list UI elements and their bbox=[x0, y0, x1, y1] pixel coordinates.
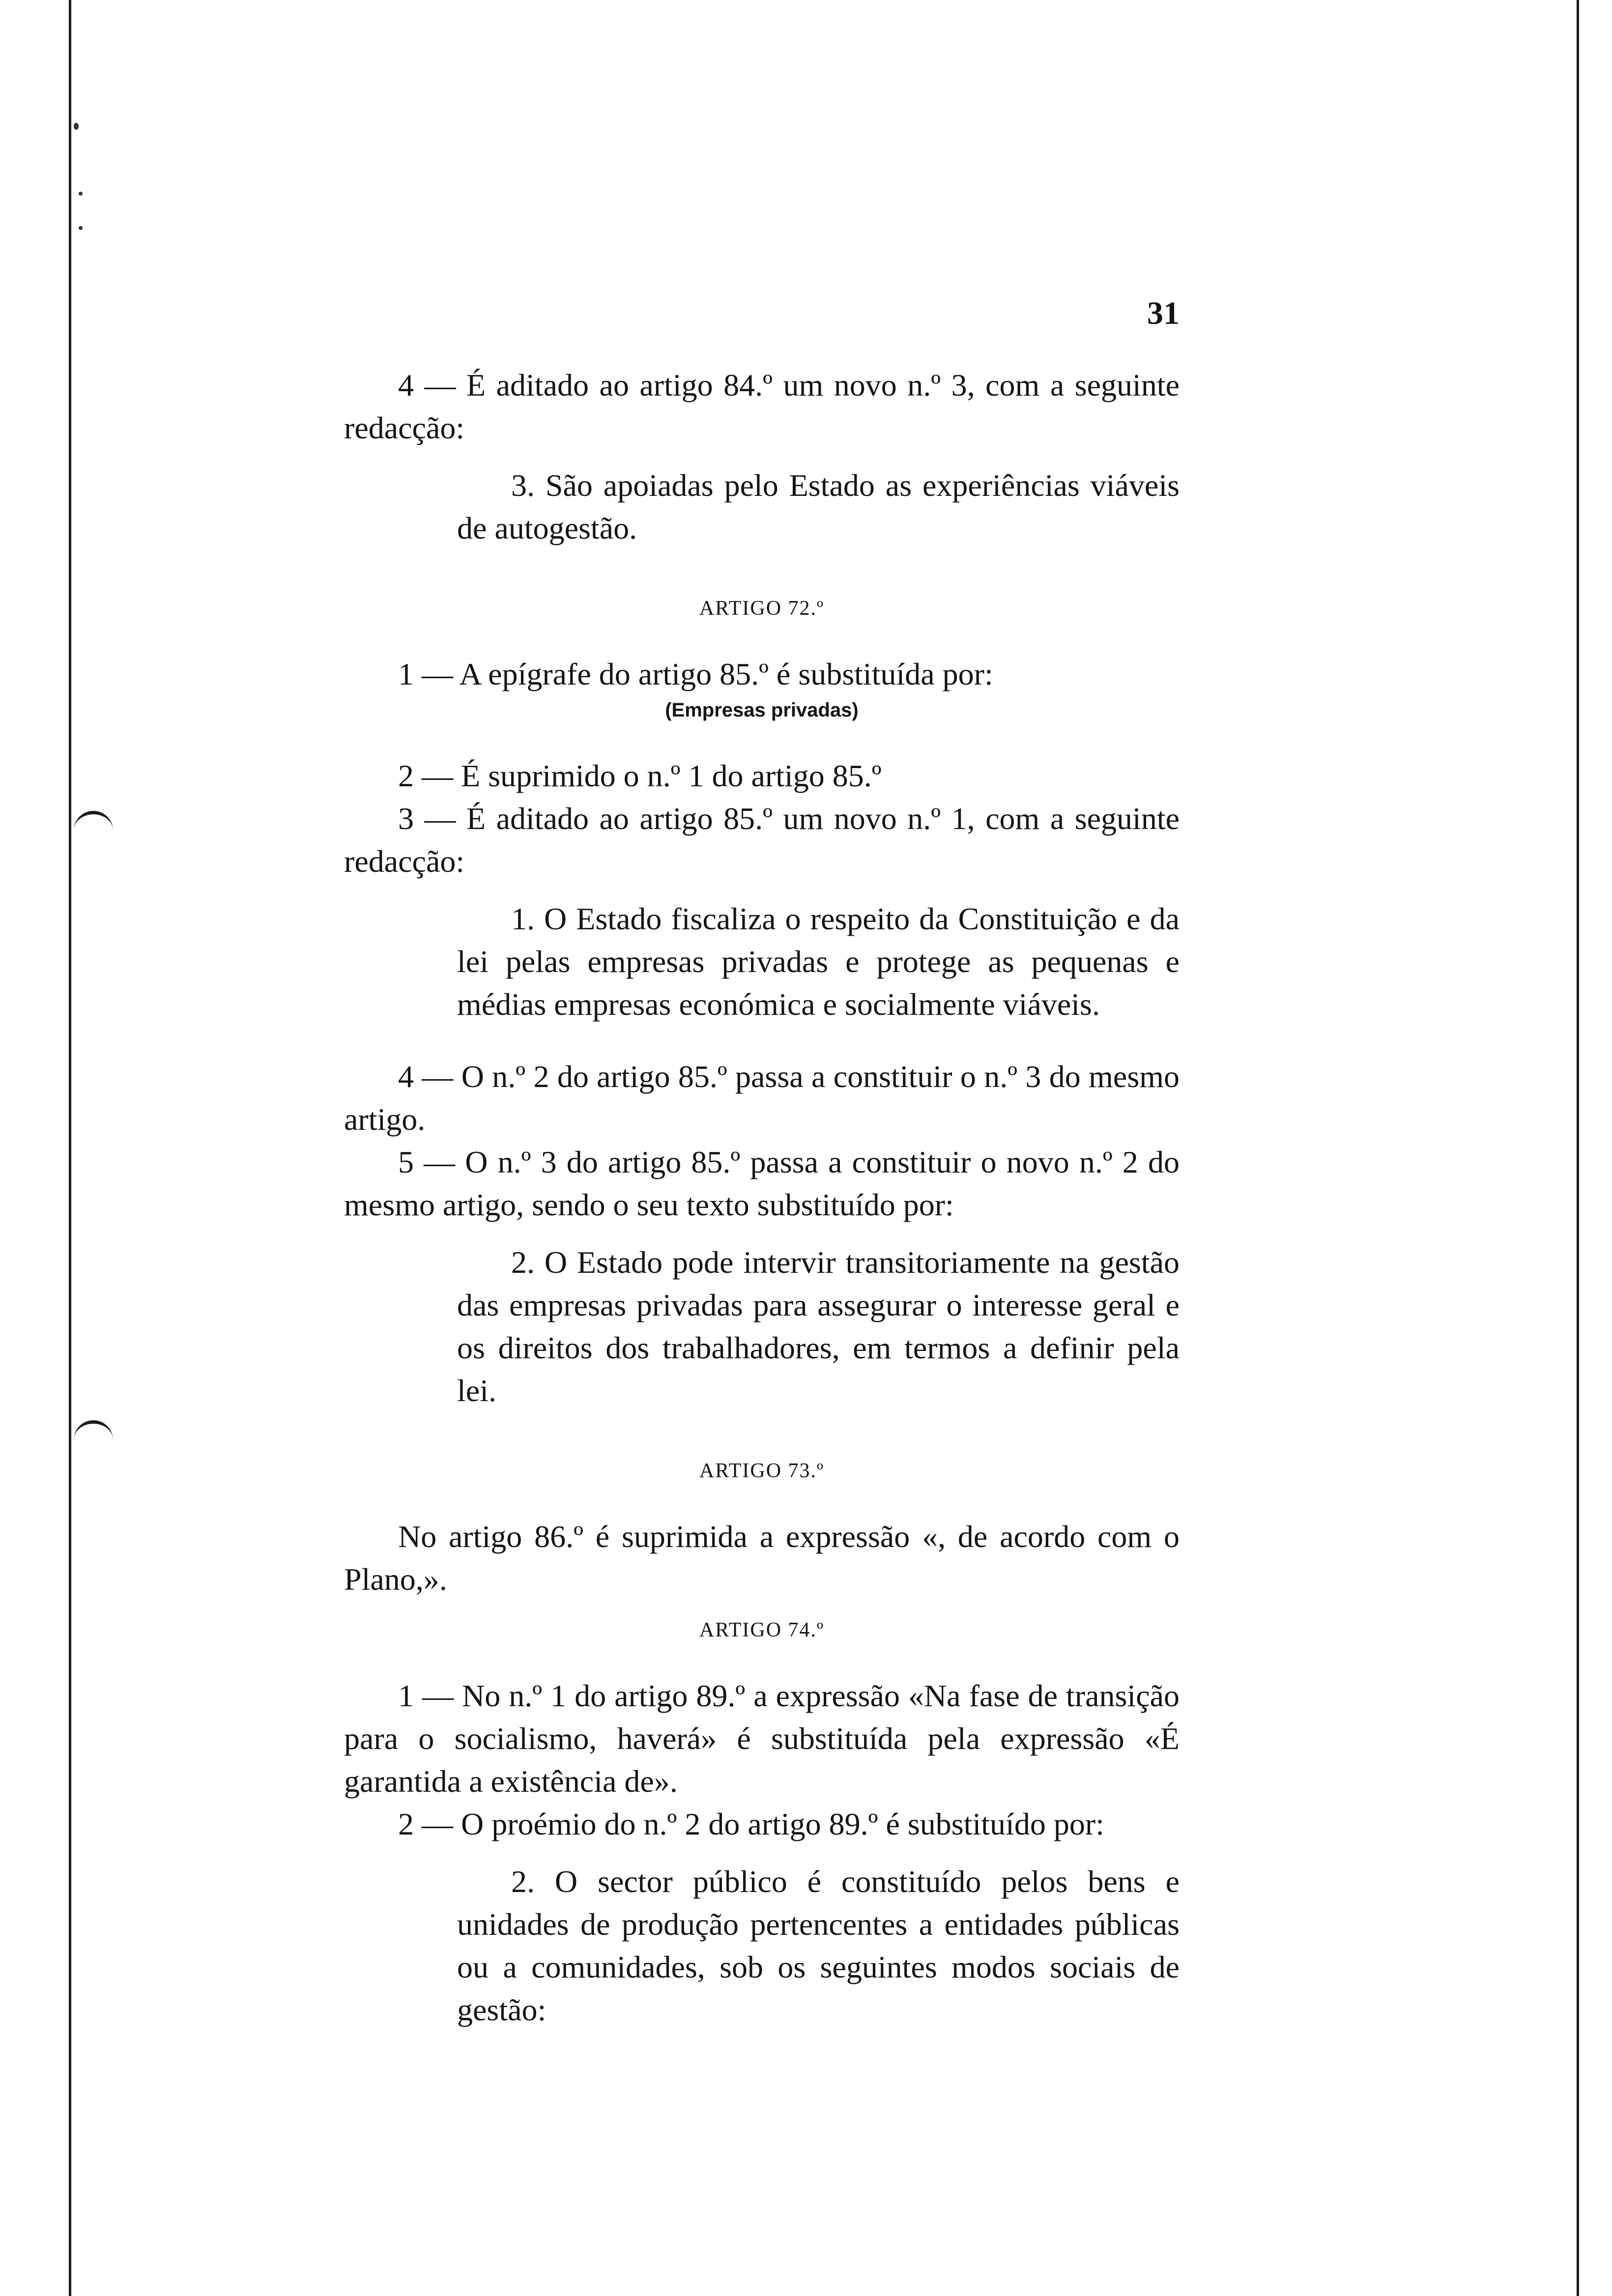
paragraph: 3 — É aditado ao artigo 85.º um novo n.º 1, com a seguinte redacção: bbox=[344, 801, 1180, 879]
page-edge-right bbox=[1577, 0, 1579, 2296]
scan-speck bbox=[79, 226, 83, 230]
paragraph: No artigo 86.º é suprimida a expressão «, de acordo com o Plano,». bbox=[344, 1519, 1180, 1597]
page-edge-left bbox=[69, 0, 71, 2296]
binding-mark bbox=[74, 811, 113, 834]
document-body bbox=[344, 295, 1180, 2031]
article-heading: ARTIGO 72.º bbox=[699, 597, 825, 620]
paragraph: 4 — É aditado ao artigo 84.º um novo n.º 3, com a seguinte redacção: bbox=[344, 368, 1180, 445]
paragraph: 2 — É suprimido o n.º 1 do artigo 85.º bbox=[398, 758, 882, 793]
paragraph: 5 — O n.º 3 do artigo 85.º passa a constituir o novo n.º 2 do mesmo artigo, sendo o seu texto substituído por: bbox=[344, 1145, 1180, 1222]
quoted-provision: 2. O Estado pode intervir transitoriamente na gestão das empresas privadas para assegurar o interesse geral e os direitos dos trabalhadores, em termos a definir pela lei. bbox=[457, 1245, 1180, 1408]
article-heading: ARTIGO 73.º bbox=[699, 1460, 825, 1482]
quoted-provision: 3. São apoiadas pelo Estado as experiências viáveis de autogestão. bbox=[457, 468, 1180, 545]
scan-speck bbox=[74, 123, 79, 130]
quoted-provision: 1. O Estado fiscaliza o respeito da Constituição e da lei pelas empresas privadas e protege as pequenas e médias empresas económica e socialmente viáveis. bbox=[457, 901, 1180, 1022]
paragraph: 2 — O proémio do n.º 2 do artigo 89.º é substituído por: bbox=[398, 1807, 1104, 1841]
binding-mark bbox=[74, 1420, 113, 1443]
paragraph: 4 — O n.º 2 do artigo 85.º passa a constituir o n.º 3 do mesmo artigo. bbox=[344, 1059, 1180, 1137]
scan-speck bbox=[79, 192, 83, 196]
page-number: 31 bbox=[1147, 295, 1180, 331]
paragraph: 1 — A epígrafe do artigo 85.º é substituída por: bbox=[398, 657, 993, 691]
quoted-provision: 2. O sector público é constituído pelos bens e unidades de produção pertencentes a entidades públicas ou a comunidades, sob os seguintes modos sociais de gestão: bbox=[457, 1864, 1180, 2027]
paragraph: 1 — No n.º 1 do artigo 89.º a expressão «Na fase de transição para o socialismo, haverá» é substituída pela expressão «É garantida a existência de». bbox=[344, 1678, 1180, 1799]
article-heading: ARTIGO 74.º bbox=[699, 1619, 825, 1641]
epigraph: (Empresas privadas) bbox=[665, 699, 859, 721]
